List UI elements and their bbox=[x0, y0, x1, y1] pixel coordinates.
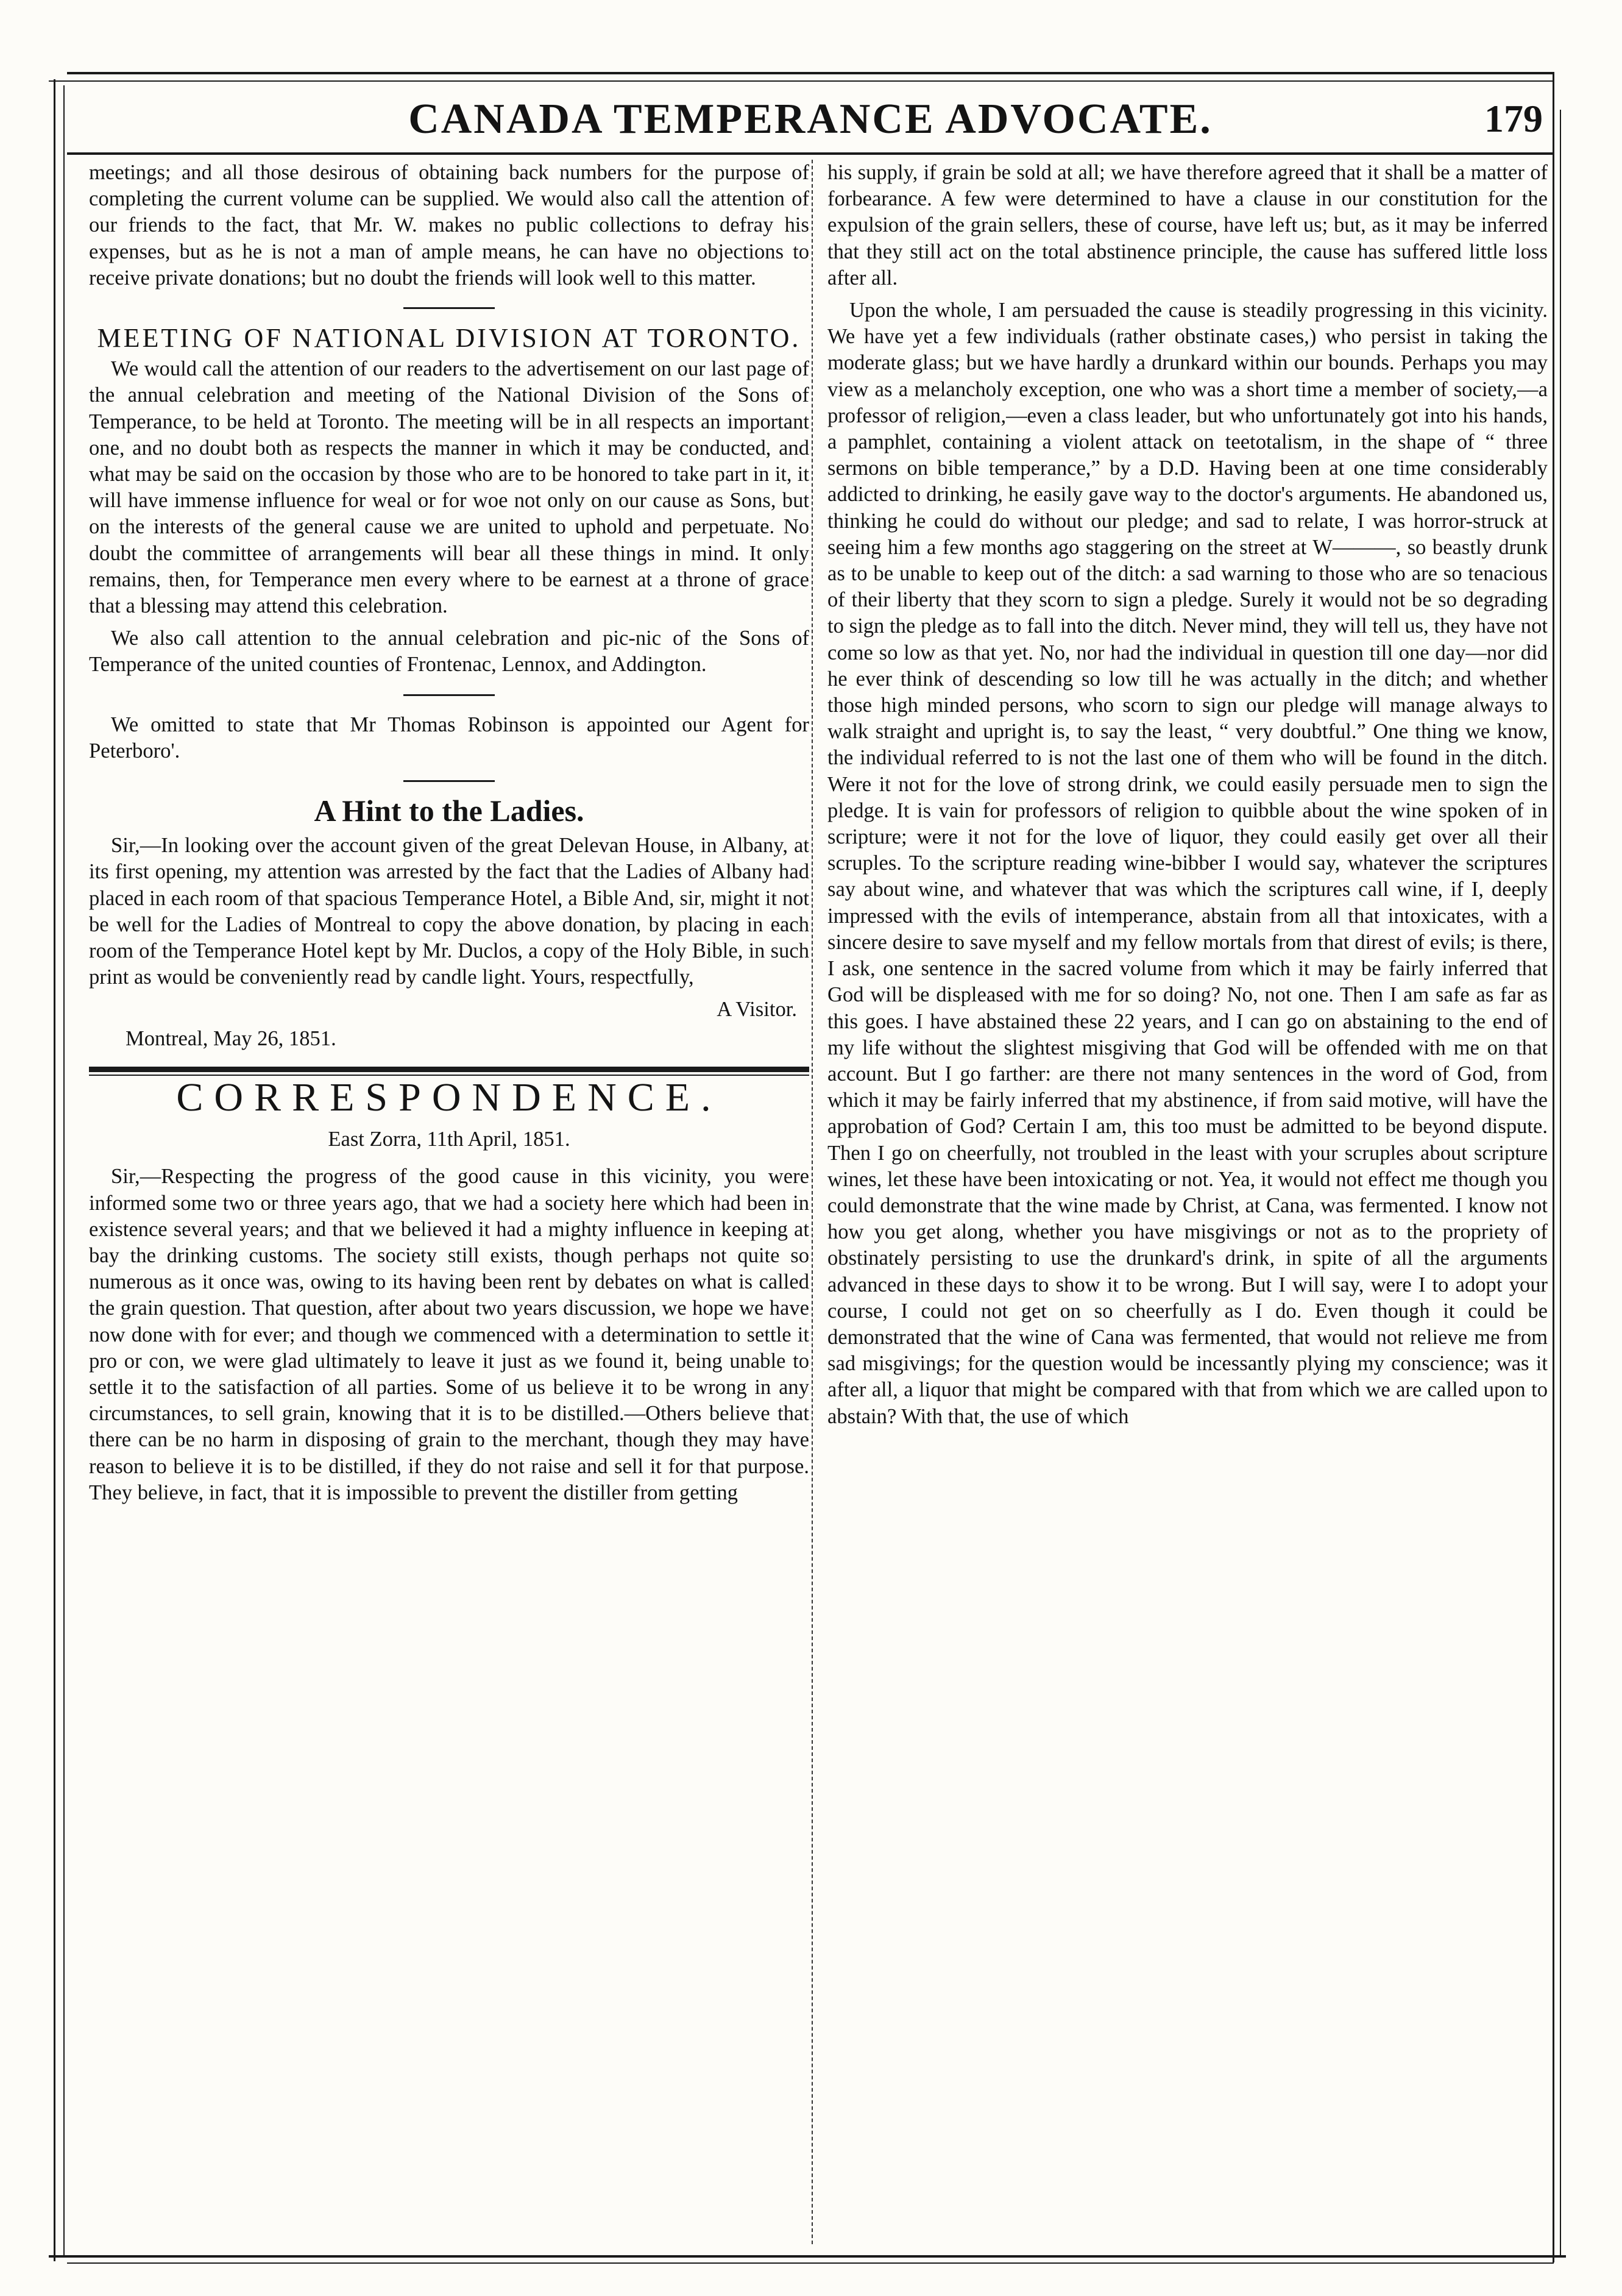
bottom-border-rule bbox=[49, 2255, 1566, 2258]
hint-dateline: Montreal, May 26, 1851. bbox=[126, 1026, 336, 1050]
top-border-rule-inner bbox=[49, 80, 1554, 82]
correspondence-heading: CORRESPONDENCE. bbox=[176, 1075, 722, 1120]
left-border-rule-inner bbox=[63, 85, 65, 2255]
section-rule bbox=[403, 694, 495, 696]
letter-paragraph: Sir,—Respecting the progress of the good cause in this vicinity, you were informed some two or three years ago, that we had a society here which had been in existence several years; and that we believed it had a mighty influence in keeping at bay the drinking customs. The society still exists, though perhaps not quite so numerous as it once was, owing to its having been rent by debates on what is called the grain question. That question, after about two years discussion, we hope we have now done with for ever; and though we commenced with a determination to settle it pro or con, we were glad ultimately to leave it just as we found it, being unable to settle it to the satisfaction of all parties. Some of us believe it to be wrong in any circumstances, to sell grain, knowing that it is to be distilled.—Others believe that there can be no harm in disposing of grain to the merchant, though they may have reason to believe it is to be distilled, if they do not raise and sell it for that purpose. They believe, in fact, that it is impossible to prevent the distiller from getting bbox=[89, 1165, 809, 1504]
bottom-border-rule-inner bbox=[67, 2262, 1554, 2264]
top-border-rule bbox=[67, 72, 1554, 74]
right-border-rule-inner bbox=[1560, 110, 1561, 2255]
correspondence-rule bbox=[89, 1067, 809, 1076]
left-border-rule bbox=[54, 79, 55, 2261]
section-rule bbox=[403, 780, 495, 782]
section-rule bbox=[403, 307, 495, 309]
toronto-meeting-heading: MEETING OF NATIONAL DIVISION AT TORONTO. bbox=[97, 323, 801, 354]
hint-paragraph: Sir,—In looking over the account given of the great Delevan House, in Albany, at its first opening, my attention was arrested by the fact that the Ladies of Albany had placed in each room of that spacious Temperance Hotel, a Bible And, sir, might it not be well for the Ladies of Montreal to copy the above donation, by placing in each room of the Temperance Hotel kept by Mr. Duclos, a copy of the Holy Bible, in such print as would be conveniently read by candle light. Yours, respectfully, bbox=[89, 834, 809, 989]
newspaper-title: CANADA TEMPERANCE ADVOCATE. bbox=[408, 96, 1213, 143]
hint-signature: A Visitor. bbox=[717, 998, 797, 1022]
letter-dateline: East Zorra, 11th April, 1851. bbox=[328, 1128, 570, 1151]
agent-notice: We omitted to state that Mr Thomas Robinson is appointed our Agent for Peterboro'. bbox=[89, 713, 809, 762]
masthead bbox=[67, 85, 1554, 146]
toronto-paragraph-2: We also call attention to the annual celebration and pic-nic of the Sons of Temperance of the united counties of Frontenac, Lennox, and Addington. bbox=[89, 627, 809, 677]
hint-heading: A Hint to the Ladies. bbox=[314, 794, 584, 828]
left-column bbox=[89, 160, 809, 1512]
letter-continuation-1: his supply, if grain be sold at all; we have therefore agreed that it shall be a matter of forbearance. A few were determined to have a clause in our constitution for the expulsion of the grain sellers, these of course, have left us; but, as it may be inferred that they still act on the total abstinence principle, the cause has suffered little loss after all. bbox=[827, 161, 1548, 290]
toronto-paragraph-1: We would call the attention of our readers to the advertisement on our last page of the annual celebration and meeting of the National Division of the Sons of Temperance, to be held at Toronto. The meeting will be in all respects an important one, and no doubt both as respects the manner in which it may be conducted, and what may be said on the occasion by those who are to be honored to take part in it, it will have immense influence for weal or for woe not only on our cause as Sons, but on the interests of the general cause we are united to uphold and perpetuate. No doubt the committee of arrangements will bear all these things in mind. It only remains, then, for Temperance men every where to be earnest at a throne of grace that a blessing may attend this celebration. bbox=[89, 357, 809, 618]
masthead-rule bbox=[67, 152, 1554, 155]
column-divider bbox=[812, 160, 813, 2244]
intro-paragraph: meetings; and all those desirous of obtaining back numbers for the purpose of completing the current volume can be supplied. We would also call the attention of our friends to the fact, that Mr. W. makes no public collections to defray his expenses, but as he is not a man of ample means, he can have no objections to receive private donations; but no doubt the friends will look well to this matter. bbox=[89, 161, 809, 290]
right-border-rule bbox=[1553, 72, 1554, 2262]
page-number: 179 bbox=[1484, 97, 1543, 140]
letter-continuation-2: Upon the whole, I am persuaded the cause is steadily progressing in this vicinity. We have yet a few individuals (rather obstinate cases,) who persist in taking the moderate glass; but we have hardly a drunkard within our bounds. Perhaps you may view as a melancholy exception, one who was a short time a member of society,—a professor of religion,—even a class leader, but who unfortunately got into his hands, a pamphlet, containing a violent attack on teetotalism, in the shape of “ three sermons on bible temperance,” by a D.D. Having been at one time considerably addicted to drinking, he easily gave way to the doctor's arguments. He abandoned us, thinking he could do without our pledge; and sad to relate, I was horror-struck at seeing him a few months ago staggering on the street at W———, so beastly drunk as to be unable to keep out of the ditch: a sad warning to those who are so tenacious of their liberty that they scorn to sign a pledge. Surely it would not be so degrading to sign the pledge as to fall into the ditch. Never mind, they will tell us, they have not come so low as that yet. No, nor had the individual in question till one day—nor did he ever think of descending so low till he was actually in the ditch; and whether those high minded persons, who scorn to sign our pledge will manage always to walk straight and upright is, to say the least, “ very doubtful.” One thing we know, the individual referred to is not the last one of them who will be found in the ditch. Were it not for the love of strong drink, we could easily persuade men to sign the pledge. It is vain for professors of religion to quibble about the wine spoken of in scripture; were it not for the love of liquor, they could easily get over all their scruples. To the scripture reading wine-bibber I would say, whatever the scriptures say about wine, and whatever that was which the scriptures call wine, if I, deeply impressed with the evils of intemperance, abstain from all that intoxicates, with a sincere desire to save myself and my fellow mortals from that direst of evils; is there, I ask, one sentence in the sacred volume from which it may be fairly inferred that God will be displeased with me for so doing? No, not one. Then I am safe as far as this goes. I have abstained these 22 years, and I can go on abstaining to the end of my life without the slightest misgiving that God will be offended with me on that account. But I go farther: are there not many sentences in the word of God, from which it may be fairly inferred that my abstinence, if from said motive, will have the approbation of God? Certain I am, this too must be admitted to be beyond dispute. Then I go on cheerfully, not troubled in the least with your scruples about scripture wines, let these have been intoxicating or not. Yea, it would not effect me though you could demonstrate that the wine made by Christ, at Cana, was fermented. I know not how you get along, whether you have misgivings or not as to the propriety of obstinately persisting to use the drunkard's drink, in spite of all the arguments advanced in these days to show it to be wrong. But I will say, were I to adopt your course, I could not get on so cheerfully as I do. Even though it could be demonstrated that the wine of Cana was fermented, that would not relieve me from sad misgivings; for the question would be incessantly plying my conscience; was it after all, a liquor that might be compared with that from which we are called upon to abstain? With that, the use of which bbox=[827, 299, 1548, 1428]
right-column bbox=[827, 160, 1548, 1436]
